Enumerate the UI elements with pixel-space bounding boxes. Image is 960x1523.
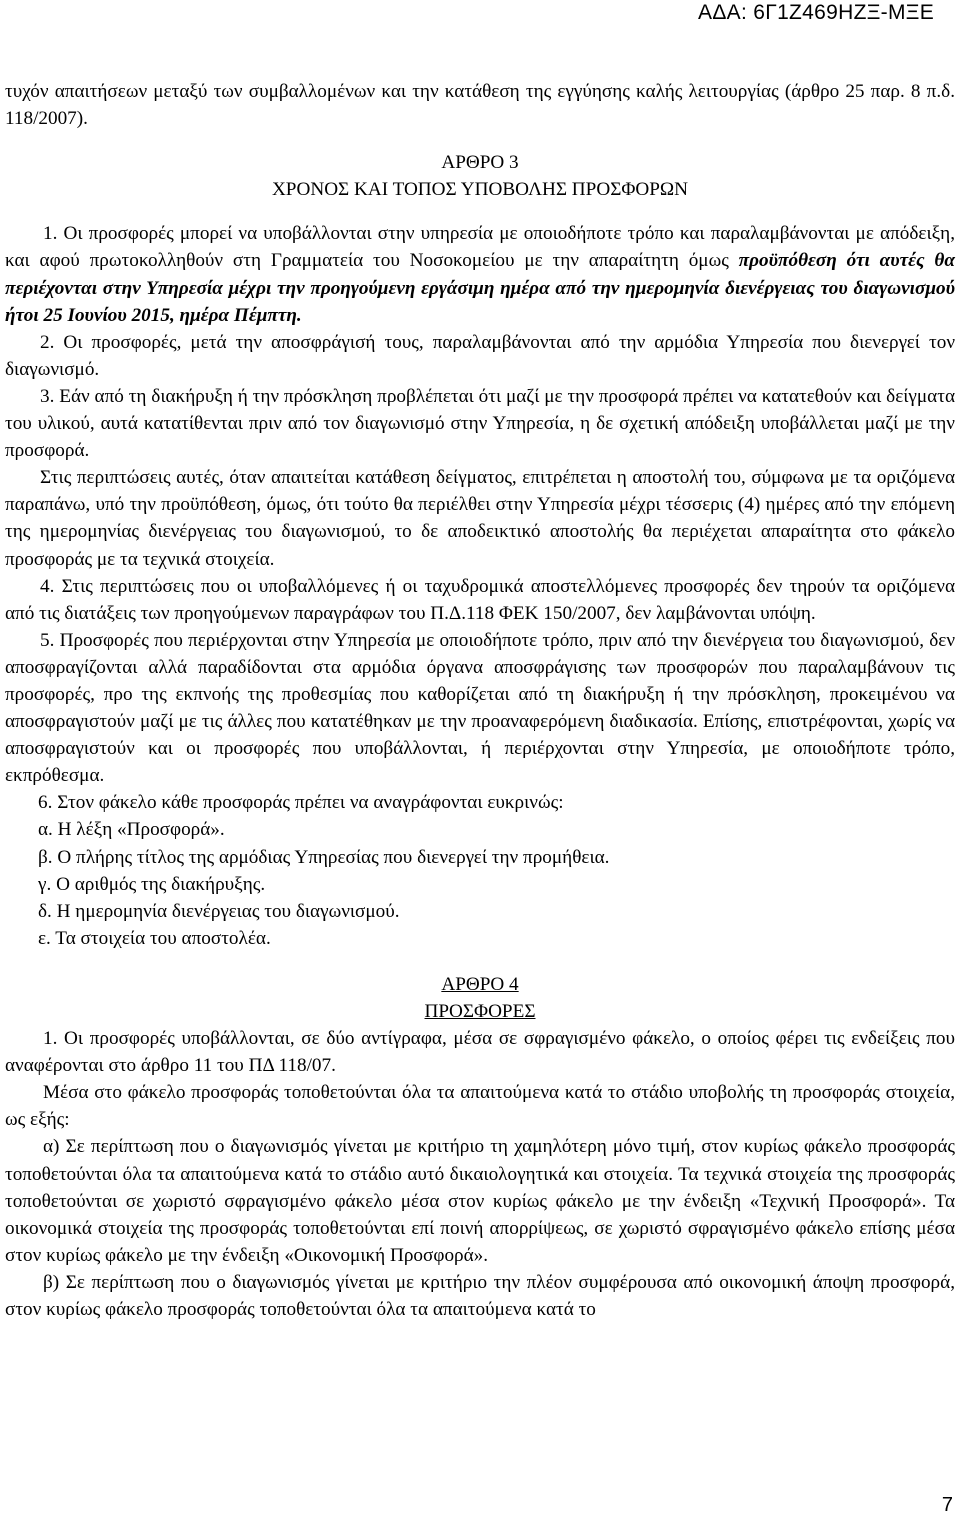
intro-paragraph: τυχόν απαιτήσεων μεταξύ των συμβαλλομένων και την κατάθεση της εγγύησης καλής λειτουργίας (άρθρο 25 παρ. 8 π.δ. 118/2007).	[5, 81, 955, 130]
article-3-paragraph-1-text: 1. Οι προσφορές μπορεί να υποβάλλονται στην υπηρεσία με οποιοδήποτε τρόπο και παραλαμβάνονται με απόδειξη, και αφού πρωτοκολληθούν στη Γραμματεία του Νοσοκομείου με την απαραίτητη όμως	[5, 223, 955, 272]
ada-code: ΑΔΑ: 6Γ1Ζ469ΗΖΞ-ΜΞΕ	[698, 1, 934, 24]
article-4-paragraph-1: 1. Οι προσφορές υποβάλλονται, σε δύο αντίγραφα, μέσα σε σφραγισμένο φάκελο, ο οποίος φέρει τις ενδείξεις που αναφέρονται στο άρθρο 11 του ΠΔ 118/07.	[5, 1028, 955, 1077]
list-item: ε. Τα στοιχεία του αποστολέα.	[38, 927, 271, 949]
spacer	[5, 132, 955, 149]
document-body	[5, 78, 955, 1323]
list-item: α. Η λέξη «Προσφορά».	[38, 819, 225, 841]
article-3-heading: ΑΡΘΡΟ 3	[441, 152, 519, 174]
page-number: 7	[941, 1494, 953, 1516]
article-3-paragraph-5: 5. Προσφορές που περιέρχονται στην Υπηρεσία με οποιοδήποτε τρόπο, πριν από την διενέργεια του διαγωνισμού, δεν αποσφραγίζονται αλλά παραδίδονται στα αρμόδια όργανα αποσφράγισης των προσφορών που παραλαμβάνουν τις προσφορές, προ της εκπνοής της προθεσμίας που καθορίζεται από τη διακήρυξη ή την πρόσκληση, προκειμένου να αποσφραγιστούν μαζί με τις άλλες που κατατέθηκαν με την προαναφερόμενη διαδικασία. Επίσης, επιστρέφονται, χωρίς να αποσφραγιστούν και οι προσφορές που υποβάλλονται, ή περιέρχονται στην Υπηρεσία, με οποιοδήποτε τρόπο, εκπρόθεσμα.	[5, 629, 955, 787]
article-3-deadline-emphasis: προϋπόθεση ότι αυτές θα περιέχονται στην Υπηρεσία μέχρι την προηγούμενη εργάσιμη ημέρα από την ημερομηνία διενέργειας του διαγωνισμού ήτοι 25 Ιουνίου 2015, ημέρα Πέμπτη.	[5, 250, 955, 326]
spacer	[5, 952, 955, 971]
article-3-paragraph-2: 2. Οι προσφορές, μετά την αποσφράγισή τους, παραλαμβάνονται από την αρμόδια Υπηρεσία που διενεργεί τον διαγωνισμό.	[5, 331, 955, 380]
article-4-title: ΠΡΟΣΦΟΡΕΣ	[424, 1001, 536, 1022]
article-3-title: ΧΡΟΝΟΣ ΚΑΙ ΤΟΠΟΣ ΥΠΟΒΟΛΗΣ ΠΡΟΣΦΟΡΩΝ	[271, 179, 689, 201]
article-4-paragraph-a: α) Σε περίπτωση που ο διαγωνισμός γίνεται με κριτήριο τη χαμηλότερη μόνο τιμή, στον κυρίως φάκελο προσφοράς τοποθετούνται όλα τα απαιτούμενα κατά το στάδιο αυτό δικαιολογητικά και στοιχεία. Τα τεχνικά στοιχεία της προσφοράς τοποθετούνται σε χωριστό σφραγισμένο φάκελο μέσα στον κυρίως φάκελο με την ένδειξη «Τεχνική Προσφορά». Τα οικονομικά στοιχεία της προσφοράς τοποθετούνται επί ποινή απορρίψεως, σε χωριστό σφραγισμένο φάκελο επίσης μέσα στον κυρίως φάκελο με την ένδειξη «Οικονομική Προσφορά».	[5, 1136, 955, 1266]
article-3-paragraph-3b: Στις περιπτώσεις αυτές, όταν απαιτείται κατάθεση δείγματος, επιτρέπεται η αποστολή του, σύμφωνα με τα οριζόμενα παραπάνω, υπό την προϋπόθεση, όμως, ότι τούτο θα περιέλθει στην Υπηρεσία μέχρι τέσσερις (4) ημέρες από την επόμενη της ημερομηνίας διενέργειας του διαγωνισμού, το δε αποδεικτικό αποστολής θα περιέχεται απαραίτητα στο φάκελο προσφοράς με τα τεχνικά στοιχεία.	[5, 467, 955, 570]
article-3-paragraph-1	[5, 220, 955, 328]
list-item: γ. Ο αριθμός της διακήρυξης.	[38, 873, 266, 895]
list-item: β. Ο πλήρης τίτλος της αρμόδιας Υπηρεσίας που διενεργεί την προμήθεια.	[38, 846, 610, 868]
spacer	[5, 203, 955, 220]
article-4-paragraph-b: β) Σε περίπτωση που ο διαγωνισμός γίνεται με κριτήριο την πλέον συμφέρουσα από οικονομική άποψη προσφορά, στον κυρίως φάκελο προσφοράς τοποθετούνται όλα τα απαιτούμενα κατά το	[5, 1271, 955, 1321]
article-3-paragraph-4: 4. Στις περιπτώσεις που οι υποβαλλόμενες ή οι ταχυδρομικά αποστελλόμενες προσφορές δεν τηρούν τα οριζόμενα από τις διατάξεις των προηγούμενων παραγράφων του Π.Δ.118 ΦΕΚ 150/2007, δεν λαμβάνονται υπόψη.	[5, 575, 955, 624]
article-3-paragraph-3: 3. Εάν από τη διακήρυξη ή την πρόσκληση προβλέπεται ότι μαζί με την προσφορά πρέπει να κατατεθούν και δείγματα του υλικού, αυτά κατατίθενται πριν από τον διαγωνισμό στην Υπηρεσία, η δε σχετική απόδειξη υποβάλλεται μαζί με την προσφορά.	[5, 385, 955, 462]
list-item: δ. Η ημερομηνία διενέργειας του διαγωνισμού.	[38, 900, 400, 922]
article-4-paragraph-2: Μέσα στο φάκελο προσφοράς τοποθετούνται όλα τα απαιτούμενα κατά το στάδιο υποβολής τη προσφοράς στοιχεία, ως εξής:	[5, 1082, 955, 1131]
article-4-heading: ΑΡΘΡΟ 4	[441, 973, 519, 995]
article-3-paragraph-6: 6. Στον φάκελο κάθε προσφοράς πρέπει να αναγράφονται ευκρινώς:	[38, 792, 564, 814]
